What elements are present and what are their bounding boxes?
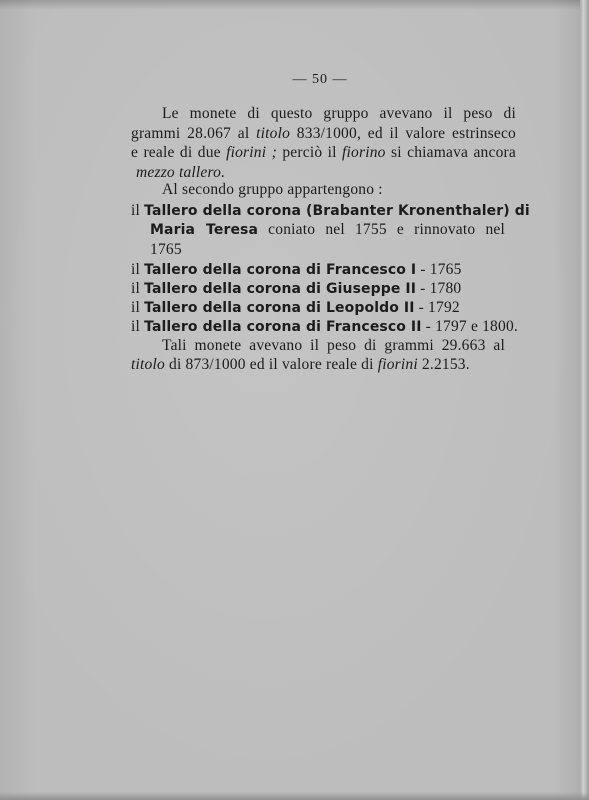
list-item [131,201,530,221]
text-run: - 1765 [416,261,462,278]
text-run: il [131,318,145,335]
list-item [131,260,462,280]
text-line [131,124,516,144]
text-run: 2.2153. [417,356,470,373]
coin-name: Tallero della corona di Francesco II [144,319,422,335]
italic-term: titolo [256,125,291,142]
text-run: Al secondo gruppo appartengono : [162,181,383,198]
text-line [162,180,383,200]
text-run: - 1792 [414,299,460,316]
text-run: il [131,202,145,219]
coin-name: Tallero della corona (Brabanter Kronenthaler) di [144,203,530,219]
coin-name: Tallero della corona di Giuseppe II [144,281,417,297]
italic-term: mezzo tallero. [136,164,226,181]
text-run: 1765 [150,241,182,258]
page-right-edge [580,0,589,800]
page-bottom-edge [0,792,589,800]
text-run: il [131,299,145,316]
coin-name: Maria Teresa [150,222,259,238]
list-item [131,279,461,299]
italic-term: fiorino [342,144,386,161]
text-line [162,104,516,124]
text-run: si chiamava ancora [385,144,516,161]
coin-name: Tallero della corona di Francesco I [144,262,417,278]
text-run: Tali monete avevano il peso di grammi 29.663 al [162,337,505,354]
text-run: - 1797 e 1800. [421,318,518,335]
text-run: - 1780 [416,280,462,297]
page-number: — 50 — [292,72,348,87]
list-item-continuation [150,240,182,260]
text-run: il [131,261,145,278]
text-line [162,336,505,356]
page-top-shadow [0,0,589,10]
coin-name: Tallero della corona di Leopoldo II [144,300,415,316]
text-run: perciò il [276,144,343,161]
italic-term: titolo [131,356,165,373]
text-run: coniato nel 1755 e rinnovato nel [258,221,505,238]
text-run: il [131,280,145,297]
text-run: di 873/1000 ed il valore reale di [164,356,378,373]
text-run: Le monete di questo gruppo avevano il peso di [162,105,516,122]
list-item [131,298,460,318]
text-run: grammi 28.067 al [131,125,257,142]
italic-term: fiorini ; [226,144,277,161]
text-line [131,143,516,163]
text-line [131,355,470,375]
list-item [131,317,518,337]
text-run: 833/1000, ed il valore estrinseco [290,125,516,142]
text-run: e reale di due [131,144,227,161]
italic-term: fiorini [377,356,418,373]
list-item-continuation [150,220,505,240]
